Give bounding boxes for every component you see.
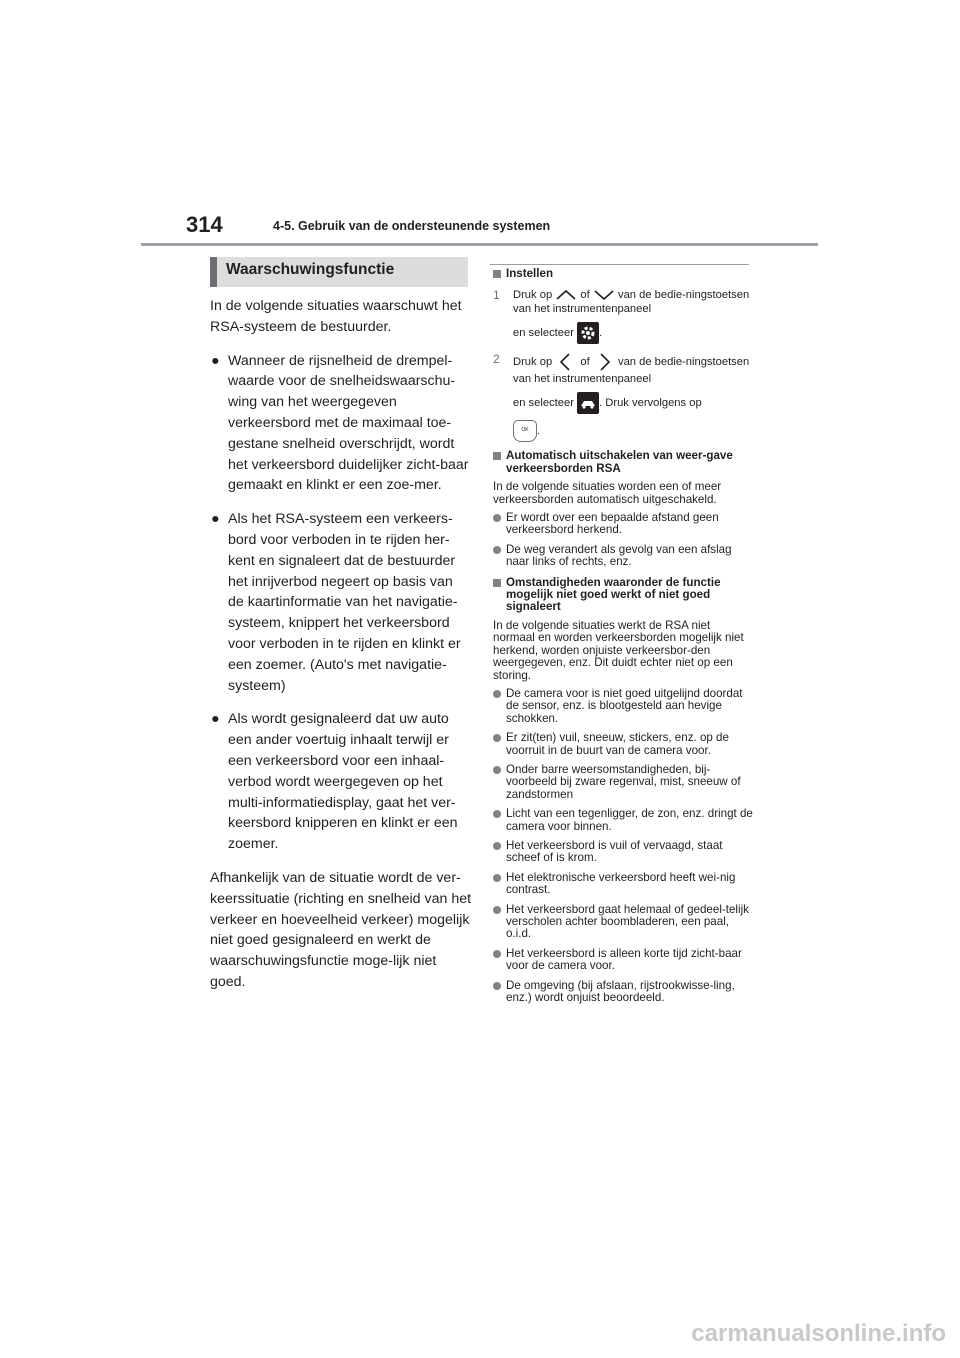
- step-1: 1 Druk op of van de bedie-ningstoetsen van het instrumentenpaneel en selecteer .: [493, 288, 755, 344]
- heading-title: Waarschuwingsfunctie: [226, 261, 395, 278]
- round-bullet-icon: [493, 982, 501, 990]
- auto-bullet: Er wordt over een bepaalde afstand geen verkeersbord herkend.: [493, 512, 755, 537]
- chevron-up-icon: [555, 289, 577, 301]
- omst-intro: In de volgende situaties werkt de RSA niet normaal en worden verkeersborden mogelijk niet herkend, worden onjuiste verkeersbor-den weergegeven, enz. Dit duidt echter niet op een storing.: [493, 618, 744, 682]
- right-rule: [490, 264, 749, 265]
- instellen-heading: Instellen: [493, 268, 755, 280]
- auto-heading: Automatisch uitschakelen van weer-gave verkeersborden RSA: [493, 450, 755, 475]
- square-bullet-icon: [493, 270, 501, 278]
- bullet-text: Wanneer de rijsnelheid de drempel-waarde voor de snelheidswaarschu-wing van het weergegeven verkeersbord met de maximaal toe-gestane snelheid overschrijdt, wordt het verkeersbord duidelijker zicht-baar gemaakt en klinkt er een zoe-mer.: [228, 352, 469, 494]
- omst-bullet: Onder barre weersomstandigheden, bij-voorbeeld bij zware regenval, mist, sneeuw of zandstormen: [493, 764, 755, 801]
- chevron-left-icon: [555, 352, 577, 372]
- step-2: 2 Druk op of van de bedie-ningstoetsen van het instrumentenpaneel en selecteer . Druk vervolgens op OK .: [493, 352, 755, 442]
- round-bullet-icon: [493, 546, 501, 554]
- omst-bullet: Het verkeersbord is vuil of vervaagd, staat scheef of is krom.: [493, 840, 755, 865]
- omst-bullet: Het verkeersbord gaat helemaal of gedeel-telijk verscholen achter boombladeren, een paal, o.i.d.: [493, 904, 755, 941]
- bullet-text: Als wordt gesignaleerd dat uw auto een ander voertuig inhaalt terwijl er een verkeersbord voor een inhaal-verbod wordt weergegeven op het multi-informatiedisplay, gaat het ver-keersbord knipperen en klinkt er een zoemer.: [228, 711, 458, 853]
- left-column: [210, 296, 472, 1006]
- step-number: 1: [493, 288, 500, 303]
- chevron-down-icon: [593, 289, 615, 301]
- car-assist-icon: [577, 392, 599, 414]
- omst-bullet: Het elektronische verkeersbord heeft wei-nig contrast.: [493, 872, 755, 897]
- ok-button-icon: OK: [513, 420, 537, 442]
- watermark[interactable]: carmanualsonline.info: [691, 1320, 946, 1347]
- heading-box: [210, 257, 468, 287]
- gear-icon: [577, 322, 599, 344]
- bullet-dot-icon: ●: [211, 711, 220, 728]
- header-rule: [141, 243, 818, 246]
- omst-heading: Omstandigheden waaronder de functie mogelijk niet goed werkt of niet goed signaleert: [493, 577, 755, 614]
- square-bullet-icon: [493, 579, 501, 587]
- round-bullet-icon: [493, 690, 501, 698]
- auto-intro: In de volgende situaties worden een of meer verkeersborden automatisch uitgeschakeld.: [493, 480, 722, 506]
- round-bullet-icon: [493, 874, 501, 882]
- bullet-item: [210, 709, 472, 855]
- round-bullet-icon: [493, 950, 501, 958]
- bullet-item: [210, 509, 472, 696]
- round-bullet-icon: [493, 514, 501, 522]
- round-bullet-icon: [493, 810, 501, 818]
- step-number: 2: [493, 352, 500, 367]
- round-bullet-icon: [493, 906, 501, 914]
- chevron-right-icon: [593, 352, 615, 372]
- right-column: [493, 268, 755, 1011]
- bullet-dot-icon: ●: [211, 511, 220, 528]
- bullet-text: Als het RSA-systeem een verkeers-bord voor verboden in te rijden her-kent en signaleert dat de bestuurder het inrijverbod negeert op basis van de kaartinformatie van het navigatie-systeem, knippert het verkeersbord voor verboden in te rijden en klinkt er een zoemer. (Auto's met navigatie-systeem): [228, 511, 461, 694]
- auto-bullet: De weg verandert als gevolg van een afslag naar links of rechts, enz.: [493, 544, 755, 569]
- omst-bullet: Er zit(ten) vuil, sneeuw, stickers, enz. op de voorruit in de buurt van de camera voor.: [493, 732, 755, 757]
- square-bullet-icon: [493, 452, 501, 460]
- round-bullet-icon: [493, 842, 501, 850]
- intro-paragraph: In de volgende situaties waarschuwt het RSA-systeem de bestuurder.: [210, 298, 462, 335]
- heading-bar: [210, 257, 217, 287]
- omst-bullet: De camera voor is niet goed uitgelijnd doordat de sensor, enz. is blootgesteld aan hevige schokken.: [493, 688, 755, 725]
- closing-paragraph: Afhankelijk van de situatie wordt de ver-keerssituatie (richting en snelheid van het verkeer en hoeveelheid verkeer) mogelijk niet goed gesignaleerd en werkt de waarschuwingsfunctie moge-lijk niet goed.: [210, 869, 472, 990]
- bullet-item: [210, 351, 472, 497]
- bullet-dot-icon: ●: [211, 352, 220, 369]
- round-bullet-icon: [493, 766, 501, 774]
- section-title: 4-5. Gebruik van de ondersteunende systemen: [273, 219, 551, 233]
- round-bullet-icon: [493, 734, 501, 742]
- omst-bullet: Het verkeersbord is alleen korte tijd zicht-baar voor de camera voor.: [493, 948, 755, 973]
- omst-bullet: Licht van een tegenligger, de zon, enz. dringt de camera voor binnen.: [493, 808, 755, 833]
- omst-bullet: De omgeving (bij afslaan, rijstrookwisse-ling, enz.) wordt onjuist beoordeeld.: [493, 980, 755, 1005]
- page-number: 314: [186, 212, 223, 237]
